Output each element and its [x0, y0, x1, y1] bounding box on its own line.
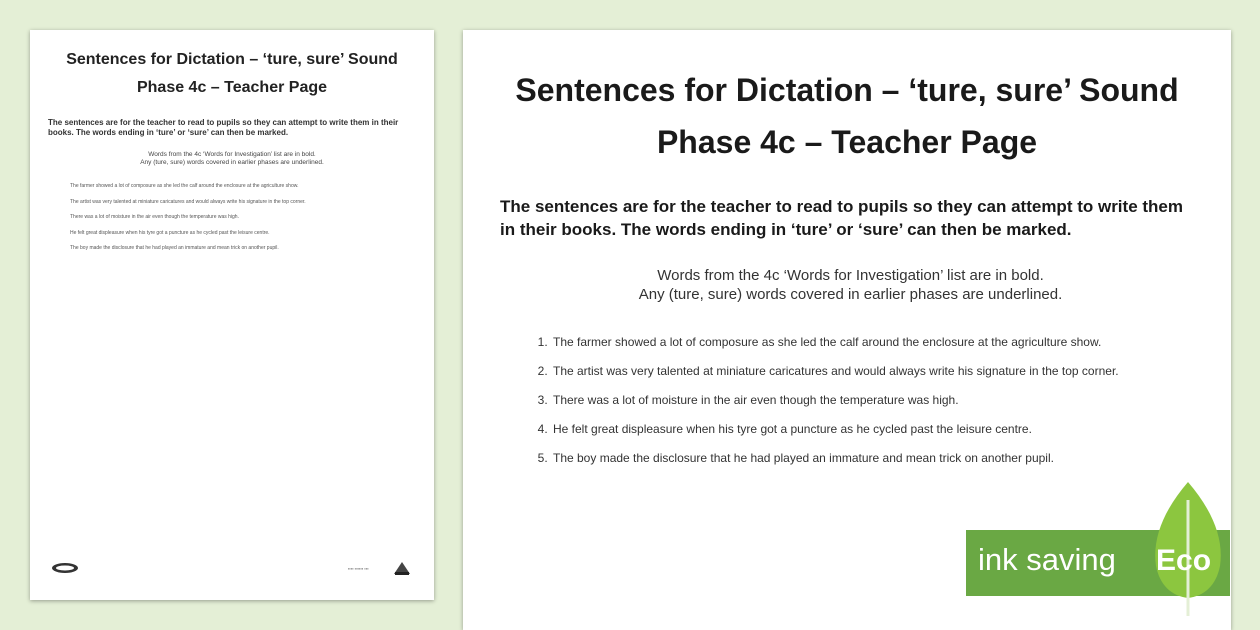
sentence-item: 1. The farmer showed a lot of composure as she led the calf around the enclosure at the agriculture show.: [551, 335, 1119, 364]
sentence-list: [516, 335, 1119, 480]
thumbnail-title-line1: Sentences for Dictation – ‘ture, sure’ Sound: [66, 51, 398, 68]
note-line2: Any (ture, sure) words covered in earlier phases are underlined.: [638, 286, 1063, 303]
thumbnail-note: [48, 151, 416, 167]
thumbnail-title-line2: Phase 4c – Teacher Page: [136, 79, 328, 96]
thumbnail-sentence-list: [52, 183, 416, 261]
thumbnail-note-line2: Any (ture, sure) words covered in earlier phases are underlined.: [140, 159, 324, 166]
note-block: [500, 266, 1201, 304]
ink-saving-label: ink saving: [978, 542, 1116, 577]
sentence-item: 3. There was a lot of moisture in the air even though the temperature was high.: [551, 393, 1119, 422]
thumbnail-sentence: 5. The boy made the disclosure that he had played an immature and mean trick on another pupil.: [70, 245, 416, 261]
thumbnail-footer-text: ▪▪▪▪ ▪▪▪▪▪▪ ▪▪▪: [348, 566, 369, 571]
thumbnail-note-line1: Words from the 4c ‘Words for Investigation’ list are in bold.: [148, 151, 316, 158]
intro-paragraph: The sentences are for the teacher to read to pupils so they can attempt to write them in their books. The words ending in ‘ture’ or ‘sure’ can then be marked.: [500, 197, 1183, 239]
thumbnail-sentence: 2. The artist was very talented at miniature caricatures and would always write his signature in the top corner.: [70, 199, 416, 215]
page-title-line2: Phase 4c – Teacher Page: [656, 124, 1038, 160]
thumbnail-sentence: 1. The farmer showed a lot of composure as she led the calf around the enclosure at the agriculture show.: [70, 183, 416, 199]
brand-logo-icon: [50, 562, 80, 574]
eco-label: Eco: [1156, 544, 1212, 577]
sentence-item: 4. He felt great displeasure when his tyre got a puncture as he cycled past the leisure centre.: [551, 422, 1119, 451]
footer-mark-icon: [392, 560, 412, 576]
thumbnail-sentence: 3. There was a lot of moisture in the air even though the temperature was high.: [70, 214, 416, 230]
sentence-item: 5. The boy made the disclosure that he had played an immature and mean trick on another pupil.: [551, 451, 1119, 480]
sentence-item: 2. The artist was very talented at miniature caricatures and would always write his signature in the top corner.: [551, 364, 1119, 393]
thumbnail-intro: The sentences are for the teacher to read to pupils so they can attempt to write them in their books. The words ending in ‘ture’ or ‘sure’ can then be marked.: [48, 118, 399, 137]
page-title-line1: Sentences for Dictation – ‘ture, sure’ Sound: [515, 72, 1179, 108]
thumbnail-page[interactable]: [30, 30, 434, 600]
thumbnail-sentence: 4. He felt great displeasure when his tyre got a puncture as he cycled past the leisure centre.: [70, 230, 416, 246]
note-line1: Words from the 4c ‘Words for Investigation’ list are in bold.: [657, 267, 1044, 284]
